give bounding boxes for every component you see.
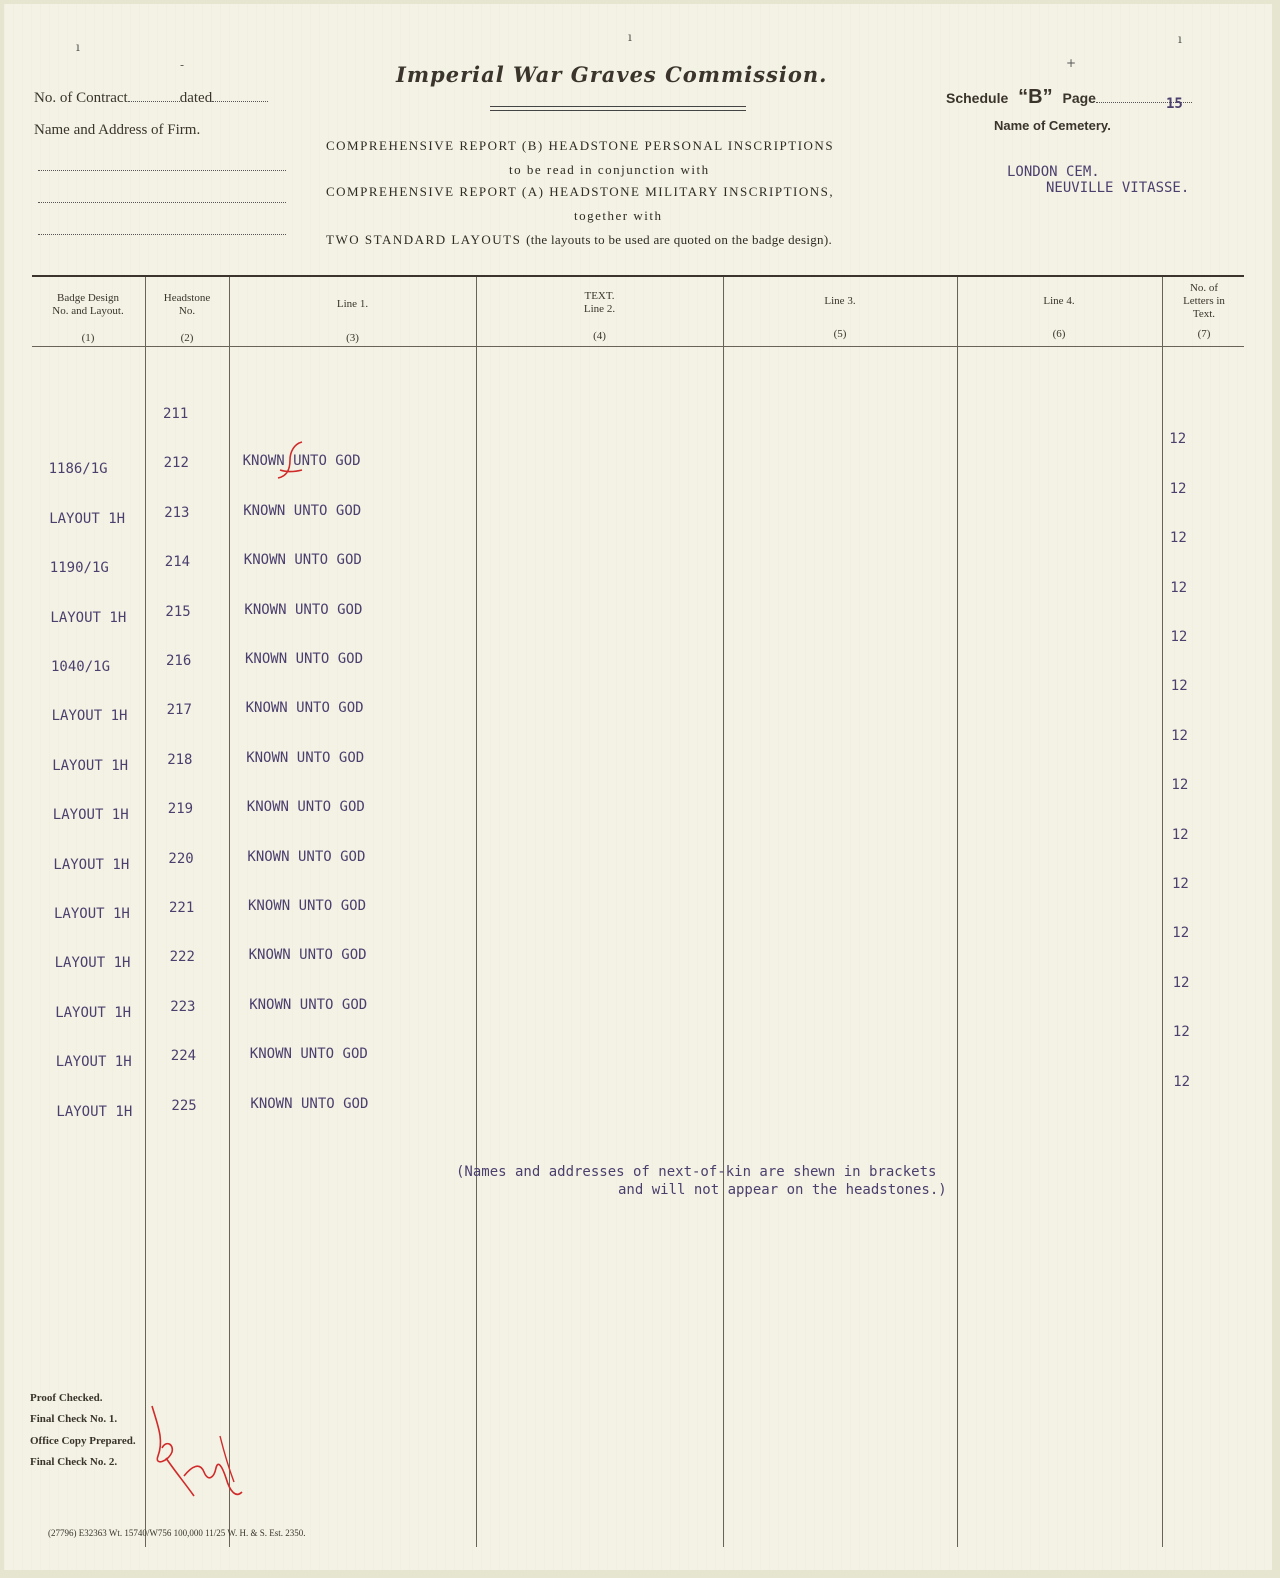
- row-headstone-no: 224: [170, 1048, 197, 1064]
- row-badge-design: LAYOUT 1H: [55, 1005, 132, 1021]
- print-code: (27796) E32363 Wt. 15740/W756 100,000 11/25 W. H. & S. Est. 2350.: [48, 1528, 306, 1538]
- row-letters-count: 12: [1173, 1074, 1191, 1090]
- firm-label: Name and Address of Firm.: [34, 122, 201, 138]
- row-letters-count: 12: [1169, 431, 1187, 447]
- col-divider-1: [145, 277, 146, 1547]
- cemetery-name-line-2: NEUVILLE VITASSE.: [1046, 180, 1190, 196]
- next-of-kin-note-line-1: (Names and addresses of next-of-kin are shewn in brackets: [456, 1164, 937, 1180]
- red-signature-icon: [144, 1396, 254, 1508]
- col-header-line1: Line 1.: [336, 298, 369, 310]
- row-letters-count: 12: [1171, 777, 1189, 793]
- row-badge-design: 1186/1G: [48, 461, 108, 477]
- row-letters-count: 12: [1171, 827, 1189, 843]
- punch-mark-icon: -: [180, 58, 185, 72]
- report-line-2: to be read in conjunction with: [509, 162, 710, 177]
- dated-label: dated: [179, 90, 213, 106]
- firm-address-line-1: [38, 170, 286, 171]
- row-line1-text: KNOWN UNTO GOD: [243, 552, 362, 568]
- row-headstone-no: 219: [167, 801, 194, 817]
- cemetery-name-line-1: LONDON CEM.: [1007, 164, 1100, 180]
- table-top-rule: [32, 275, 1244, 277]
- row-line1-text: KNOWN UNTO GOD: [248, 947, 367, 963]
- report-line-3: COMPREHENSIVE REPORT (A) HEADSTONE MILITARY INSCRIPTIONS,: [326, 184, 835, 199]
- row-line1-text: KNOWN UNTO GOD: [247, 849, 366, 865]
- page-number: 15: [1165, 96, 1183, 112]
- row-badge-design: LAYOUT 1H: [50, 610, 127, 626]
- row-badge-design: 1190/1G: [49, 560, 109, 576]
- layouts-note: (the layouts to be used are quoted on the badge design).: [526, 232, 833, 247]
- row-letters-count: 12: [1172, 925, 1190, 941]
- row-line1-text: KNOWN UNTO GOD: [245, 700, 364, 716]
- row-headstone-no: 215: [165, 604, 191, 620]
- row-badge-design: LAYOUT 1H: [54, 906, 130, 922]
- row-letters-count: 12: [1170, 580, 1188, 596]
- punch-mark-icon: ı: [628, 30, 632, 44]
- punch-mark-icon: ı: [76, 40, 80, 54]
- col-divider-3: [476, 277, 477, 1547]
- schedule-letter: “B”: [1018, 86, 1053, 108]
- row-letters-count: 12: [1170, 678, 1188, 694]
- row-line1-text: KNOWN UNTO GOD: [249, 1046, 368, 1062]
- row-headstone-no: 213: [164, 505, 190, 521]
- title-rule-1: [490, 106, 746, 107]
- row-letters-count: 12: [1169, 530, 1187, 546]
- firm-address-line-3: [38, 234, 286, 235]
- row-headstone-no: 214: [164, 554, 191, 570]
- correction-mark-icon: [272, 440, 312, 482]
- row-line1-text: KNOWN UNTO GOD: [245, 651, 364, 667]
- col-divider-2: [229, 277, 230, 1547]
- row-badge-design: LAYOUT 1H: [51, 708, 128, 724]
- check-office-copy: Office Copy Prepared.: [30, 1435, 136, 1447]
- row-badge-design: LAYOUT 1H: [49, 511, 126, 527]
- col-header-badge: Badge Design No. and Layout.: [52, 292, 124, 317]
- row-line1-text: KNOWN UNTO GOD: [248, 898, 367, 914]
- punch-mark-icon: +: [1066, 56, 1077, 70]
- col-header-text-line2: TEXT. Line 2.: [583, 290, 616, 315]
- row-badge-design: LAYOUT 1H: [52, 807, 129, 823]
- schedule-label: Schedule: [946, 90, 1009, 106]
- col-num-headstone: (2): [180, 332, 194, 344]
- row-line1-text: KNOWN UNTO GOD: [244, 602, 363, 618]
- row-badge-design: LAYOUT 1H: [55, 1054, 132, 1070]
- punch-mark-icon: ı: [1178, 32, 1182, 46]
- row-headstone-no: 221: [169, 900, 195, 916]
- row-line1-text: KNOWN UNTO GOD: [249, 997, 368, 1013]
- row-line1-text: KNOWN UNTO GOD: [246, 799, 365, 815]
- row-headstone-no: 212: [163, 455, 189, 471]
- document-title: Imperial War Graves Commission.: [396, 62, 828, 87]
- next-of-kin-note-line-2: and will not appear on the headstones.): [618, 1182, 947, 1198]
- row-headstone-no: 225: [171, 1098, 197, 1114]
- row-line1-text: KNOWN UNTO GOD: [243, 503, 362, 519]
- row-letters-count: 12: [1172, 876, 1189, 892]
- row-badge-design: LAYOUT 1H: [53, 857, 130, 873]
- row-badge-design: 1040/1G: [51, 659, 111, 675]
- row-badge-design: LAYOUT 1H: [56, 1104, 133, 1120]
- row-headstone-no: 218: [167, 752, 193, 768]
- col-num-line3: (5): [833, 328, 847, 340]
- report-line-4: together with: [574, 208, 663, 223]
- page-label: Page: [1062, 90, 1096, 106]
- report-line-1: COMPREHENSIVE REPORT (B) HEADSTONE PERSONAL INSCRIPTIONS: [326, 138, 835, 153]
- col-divider-5: [957, 277, 958, 1547]
- col-divider-6: [1162, 277, 1163, 1547]
- row-letters-count: 12: [1172, 975, 1190, 991]
- firm-address-line-2: [38, 202, 286, 203]
- contract-field: [34, 90, 268, 107]
- schedule-field: [946, 86, 1192, 112]
- row-headstone-no: 216: [166, 653, 192, 669]
- col-num-badge: (1): [81, 332, 95, 344]
- report-line-5: [326, 232, 832, 248]
- row-badge-design: LAYOUT 1H: [54, 955, 131, 971]
- row-headstone-no: 222: [169, 949, 195, 965]
- row-letters-count: 12: [1171, 728, 1188, 744]
- row-letters-count: 12: [1170, 629, 1188, 645]
- row-headstone-no: 220: [168, 851, 194, 867]
- standard-layouts-text: TWO STANDARD LAYOUTS: [326, 232, 522, 247]
- row-badge-design: LAYOUT 1H: [52, 758, 129, 774]
- col-num-line4: (6): [1052, 328, 1066, 340]
- col-header-headstone: Headstone No.: [163, 292, 211, 317]
- row-line1-text: KNOWN UNTO GOD: [250, 1096, 369, 1112]
- row-letters-count: 12: [1172, 1024, 1190, 1040]
- check-final-2: Final Check No. 2.: [30, 1456, 118, 1468]
- report-sheet: [4, 4, 1272, 1570]
- table-header-rule: [32, 346, 1244, 347]
- row-line1-text: KNOWN UNTO GOD: [246, 750, 365, 766]
- col-num-letters: (7): [1197, 328, 1211, 340]
- row-line1-text: KNOWN UNTO GOD: [242, 453, 361, 469]
- check-final-1: Final Check No. 1.: [30, 1413, 118, 1425]
- row-letters-count: 12: [1169, 481, 1187, 497]
- col-header-line4: Line 4.: [1043, 295, 1075, 307]
- contract-label: No. of Contract: [34, 90, 128, 106]
- col-divider-4: [723, 277, 724, 1547]
- row-headstone-no: 211: [163, 406, 189, 422]
- row-headstone-no: 223: [170, 999, 196, 1015]
- col-header-letters: No. of Letters in Text.: [1183, 282, 1225, 320]
- col-num-line1: (3): [346, 332, 359, 344]
- cemetery-label: Name of Cemetery.: [994, 118, 1111, 133]
- title-rule-2: [490, 110, 746, 111]
- check-proof: Proof Checked.: [30, 1392, 103, 1404]
- row-headstone-no: 217: [166, 702, 192, 718]
- col-num-line2: (4): [593, 330, 606, 342]
- col-header-line3: Line 3.: [824, 295, 856, 307]
